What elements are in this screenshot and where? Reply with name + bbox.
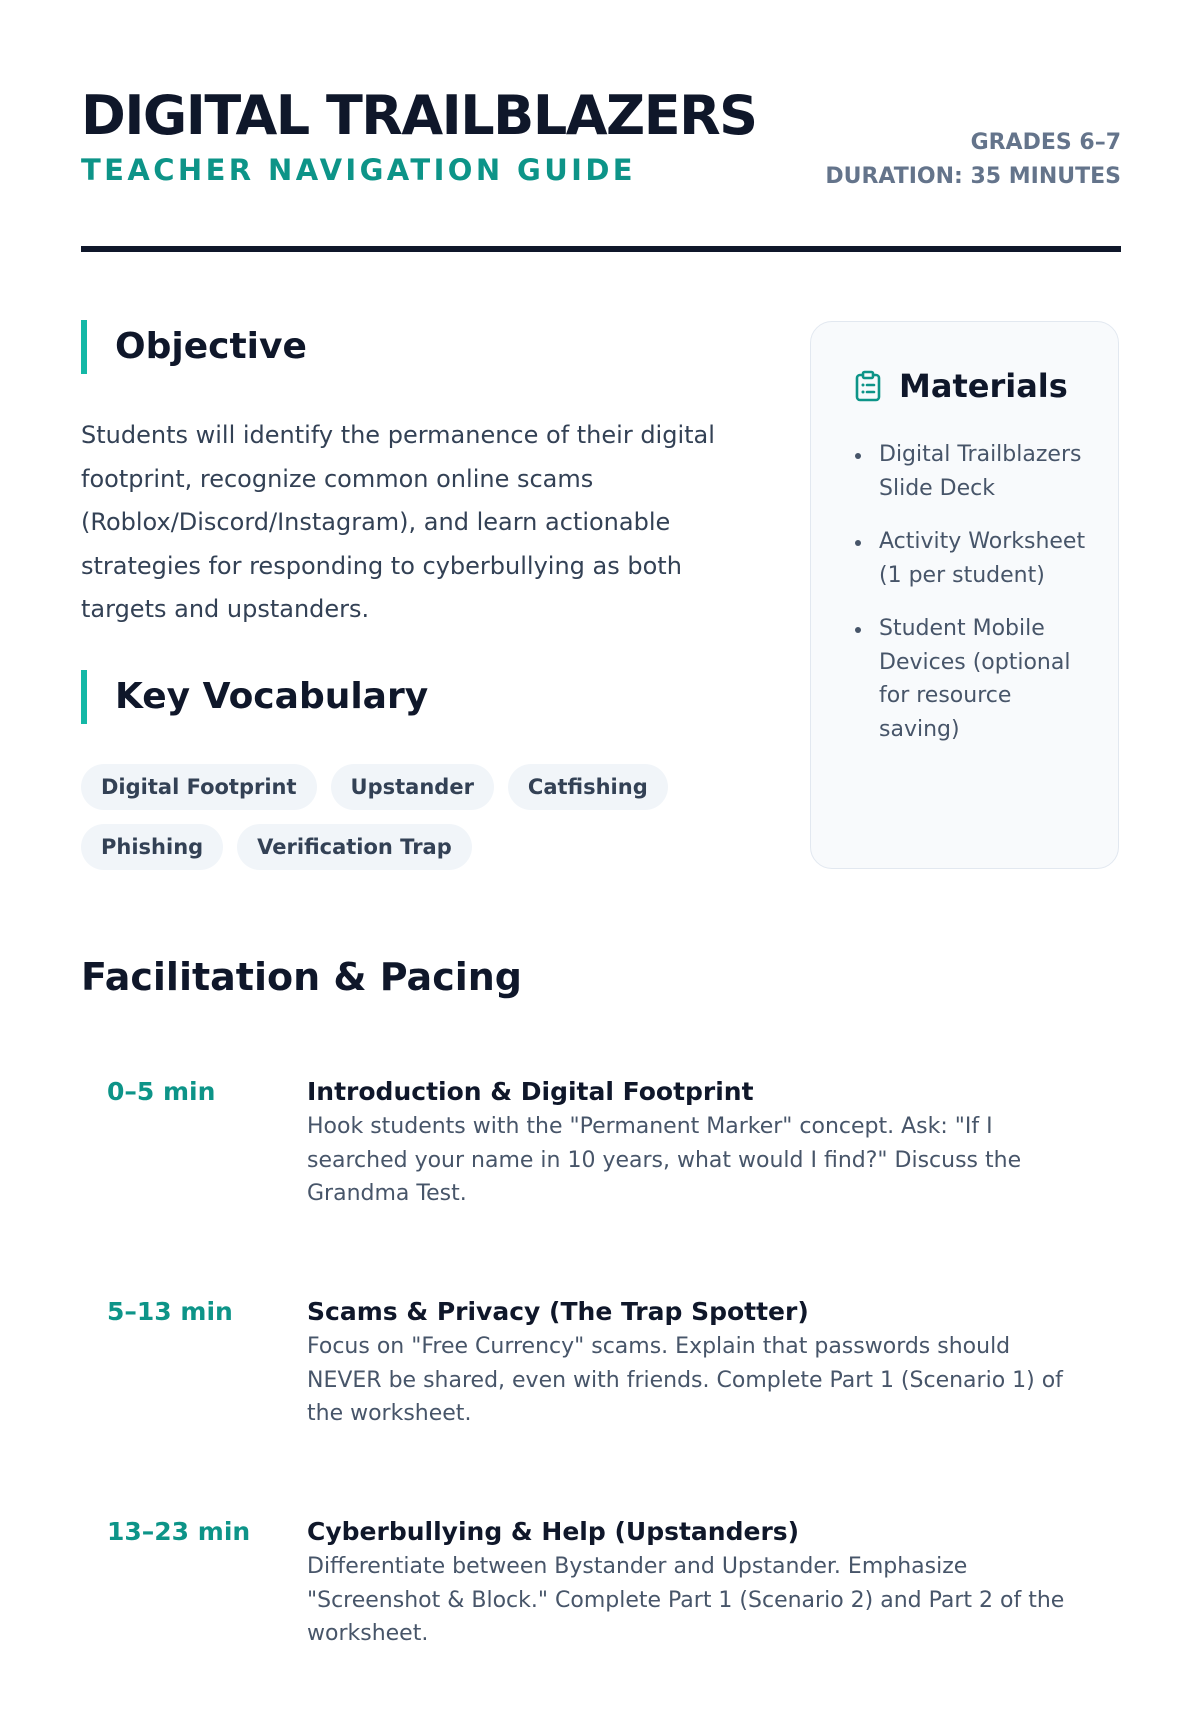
pacing-body <box>307 1294 1087 1431</box>
guide-header <box>81 86 1121 246</box>
pacing-item <box>81 1294 1121 1514</box>
guide-subtitle: TEACHER NAVIGATION GUIDE <box>81 153 637 187</box>
pacing-text: Focus on "Free Currency" scams. Explain that passwords should NEVER be shared, even with friends. Complete Part 1 (Scenario 1) of the worksheet. <box>307 1334 1063 1426</box>
materials-heading: Materials <box>899 367 1068 405</box>
clipboard-icon <box>853 370 883 402</box>
objective-text: Students will identify the permanence of their digital footprint, recognize common online scams (Roblox/Discord/Instagram), and learn actionable strategies for responding to cyberbullying as both targets and upstanders. <box>81 421 715 623</box>
grades-label: GRADES 6–7 <box>970 130 1121 155</box>
vocabulary-heading: Key Vocabulary <box>81 670 428 724</box>
pacing-title: Scams & Privacy (The Trap Spotter) <box>307 1297 809 1326</box>
lesson-guide-page <box>81 0 1121 1646</box>
materials-list <box>853 438 1093 766</box>
pacing-item <box>81 1074 1121 1294</box>
materials-item: Student Mobile Devices (optional for resource saving) <box>853 612 1093 746</box>
vocab-chip: Digital Footprint <box>81 764 317 810</box>
materials-item: Digital Trailblazers Slide Deck <box>853 438 1093 505</box>
vocab-chip: Phishing <box>81 824 223 870</box>
materials-card <box>810 321 1119 869</box>
facilitation-heading: Facilitation & Pacing <box>81 955 523 999</box>
pacing-text: Differentiate between Bystander and Upstander. Emphasize "Screenshot & Block." Complete Part 1 (Scenario 2) and Part 2 of the worksheet. <box>307 1554 1065 1646</box>
vocab-chip: Catfishing <box>508 764 668 810</box>
pacing-time: 0–5 min <box>107 1077 216 1106</box>
duration-label: DURATION: 35 MINUTES <box>825 164 1121 189</box>
header-divider <box>81 246 1121 252</box>
pacing-body <box>307 1514 1087 1651</box>
vocab-chip: Upstander <box>331 764 494 810</box>
lesson-meta <box>825 126 1121 194</box>
vocabulary-chips <box>81 764 761 870</box>
pacing-time: 13–23 min <box>107 1517 251 1546</box>
pacing-text: Hook students with the "Permanent Marker" concept. Ask: "If I searched your name in 10 years, what would I find?" Discuss the Grandma Test. <box>307 1114 1022 1206</box>
pacing-time: 5–13 min <box>107 1297 233 1326</box>
materials-item: Activity Worksheet (1 per student) <box>853 525 1093 592</box>
guide-title: DIGITAL TRAILBLAZERS <box>81 84 757 147</box>
pacing-item <box>81 1514 1121 1734</box>
vocab-chip: Verification Trap <box>237 824 472 870</box>
materials-heading-row <box>853 362 1068 410</box>
pacing-title: Introduction & Digital Footprint <box>307 1077 754 1106</box>
pacing-timeline <box>81 1074 1121 1734</box>
objective-heading: Objective <box>81 320 307 374</box>
pacing-title: Cyberbullying & Help (Upstanders) <box>307 1517 800 1546</box>
pacing-body <box>307 1074 1087 1211</box>
